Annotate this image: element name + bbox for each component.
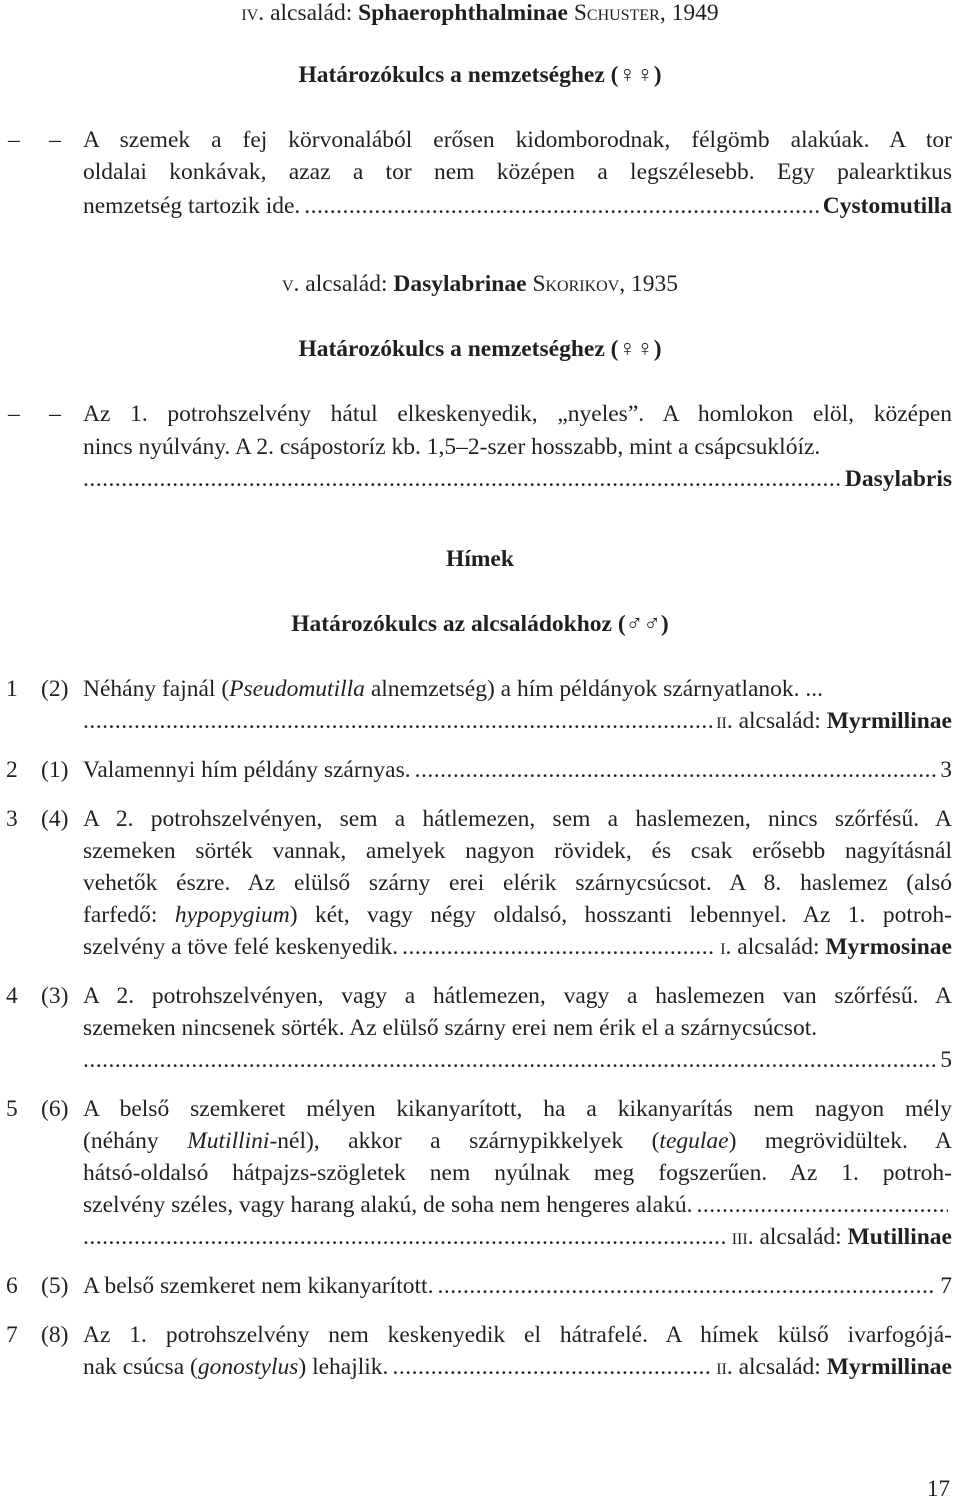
couplet-lead: 3 (940, 757, 952, 783)
couplet-result-line: nak csúcsa (gonostylus) lehajlik. ..... ii. alcsalád: Myrmillinae (83, 1351, 952, 1383)
key-entry-line: oldalai konkávak, azaz a tor nem középen a legszélesebb. Egy palearktikus (83, 159, 952, 185)
couplet-result-line: ..... ii. alcsalád: Myrmillinae (83, 705, 952, 737)
page-number: 17 (927, 1476, 950, 1501)
couplet-line: A 2. potrohszelvényen, vagy a hátlemezen, vagy a haslemezen van szőrfésű. A (83, 983, 952, 1009)
roman-numeral: iv. (241, 0, 265, 26)
couplet-result-line: ..... iii. alcsalád: Mutillinae (83, 1221, 952, 1253)
couplet-number: 6 (6, 1273, 18, 1299)
couplet-number: 1 (6, 676, 18, 702)
couplet-result-line: A belső szemkeret nem kikanyarított. ..... 7 (83, 1270, 952, 1302)
roman-numeral: v. (281, 271, 300, 297)
couplet-line: Az 1. potrohszelvény nem keskenyedik el hátrafelé. A hímek külső ivarfogójá- (83, 1322, 952, 1348)
subfamily-result: Myrmillinae (826, 1354, 952, 1380)
couplet-number: 4 (6, 983, 18, 1009)
couplet-result-line (83, 1044, 952, 1076)
key-title-females-v: Határozókulcs a nemzetséghez (♀♀) (298, 336, 662, 362)
key-entry-result-line (83, 463, 952, 495)
couplet-ref: (3) (41, 983, 69, 1009)
author-name: Skorikov (532, 271, 620, 297)
couplet-ref: (8) (41, 1322, 69, 1348)
couplet-number: 7 (6, 1322, 18, 1348)
couplet-ref: (4) (41, 806, 69, 832)
couplet-line: hátsó-oldalsó hátpajzs-szögletek nem nyúlnak meg fogszerűen. Az 1. potroh- (83, 1160, 952, 1186)
subfamily-name: Dasylabrinae (393, 271, 527, 297)
couplet-result-line: Valamennyi hím példány szárnyas. ..... 3 (83, 754, 952, 786)
couplet-line: szemeken sörték vannak, amelyek nagyon rövidek, és csak erősebb nagyításnál (83, 838, 952, 864)
key-title-males: Határozókulcs az alcsaládokhoz (♂♂) (291, 611, 669, 637)
couplet-line: (néhány Mutillini-nél), akkor a szárnypikkelyek (tegulae) megrövidültek. A (83, 1128, 952, 1154)
couplet-line: farfedő: hypopygium) két, vagy négy oldalsó, hosszanti lebennyel. Az 1. potroh- (83, 902, 952, 928)
key-title-females-iv: Határozókulcs a nemzetséghez (♀♀) (298, 62, 662, 88)
subfamily-name: Sphaerophthalminae (358, 0, 568, 26)
subfamily-heading-v: v. alcsalád: Dasylabrinae Skorikov, 1935 (281, 271, 679, 297)
subfamily-result: Myrmosinae (825, 934, 952, 960)
subfamily-result: Mutillinae (847, 1224, 952, 1250)
genus-result: Dasylabris (844, 466, 952, 492)
couplet-line: szelvény széles, vagy harang alakú, de soha nem hengeres alakú. ..... (83, 1189, 952, 1221)
couplet-line: vehetők észre. Az elülső szárny erei elérik szárnycsúcsot. A 8. haslemez (alsó (83, 870, 952, 896)
key-entry-line: – – (8, 401, 61, 427)
couplet-result-line: szelvény a töve felé keskenyedik. ..... i. alcsalád: Myrmosinae (83, 931, 952, 963)
couplet-ref: (2) (41, 676, 69, 702)
couplet-number: 2 (6, 757, 18, 783)
key-entry-result-line: nemzetség tartozik ide. ..... Cystomutilla (83, 190, 952, 222)
couplet-line: A belső szemkeret mélyen kikanyarított, ha a kikanyarítás nem nagyon mély (83, 1096, 952, 1122)
key-entry-line: A szemek a fej körvonalából erősen kidomborodnak, félgömb alakúak. A tor (83, 127, 952, 153)
males-heading: Hímek (446, 546, 514, 572)
author-name: Schuster (573, 0, 660, 26)
couplet-ref: (6) (41, 1096, 69, 1122)
couplet-number: 3 (6, 806, 18, 832)
couplet-number: 5 (6, 1096, 18, 1122)
key-entry-line: – – (8, 127, 61, 153)
key-entry-line: Az 1. potrohszelvény hátul elkeskenyedik, „nyeles”. A homlokon elöl, középen (83, 401, 952, 427)
couplet-ref: (5) (41, 1273, 69, 1299)
couplet-line: szemeken nincsenek sörték. Az elülső szárny erei nem érik el a szárnycsúcsot. (83, 1015, 818, 1041)
key-entry-line: nincs nyúlvány. A 2. csápostoríz kb. 1,5–2-szer hosszabb, mint a csápcsuklóíz. (83, 434, 821, 460)
subfamily-result: Myrmillinae (826, 708, 952, 734)
couplet-lead: 7 (940, 1273, 952, 1299)
couplet-line: A 2. potrohszelvényen, sem a hátlemezen, sem a haslemezen, nincs szőrfésű. A (83, 806, 952, 832)
couplet-lead: 5 (940, 1047, 952, 1073)
couplet-line: Néhány fajnál (Pseudomutilla alnemzetség) a hím példányok szárnyatlanok. ... (83, 676, 824, 702)
couplet-ref: (1) (41, 757, 69, 783)
subfamily-heading-iv: iv. alcsalád: Sphaerophthalminae Schuster, 1949 (241, 0, 719, 26)
genus-result: Cystomutilla (822, 193, 952, 219)
